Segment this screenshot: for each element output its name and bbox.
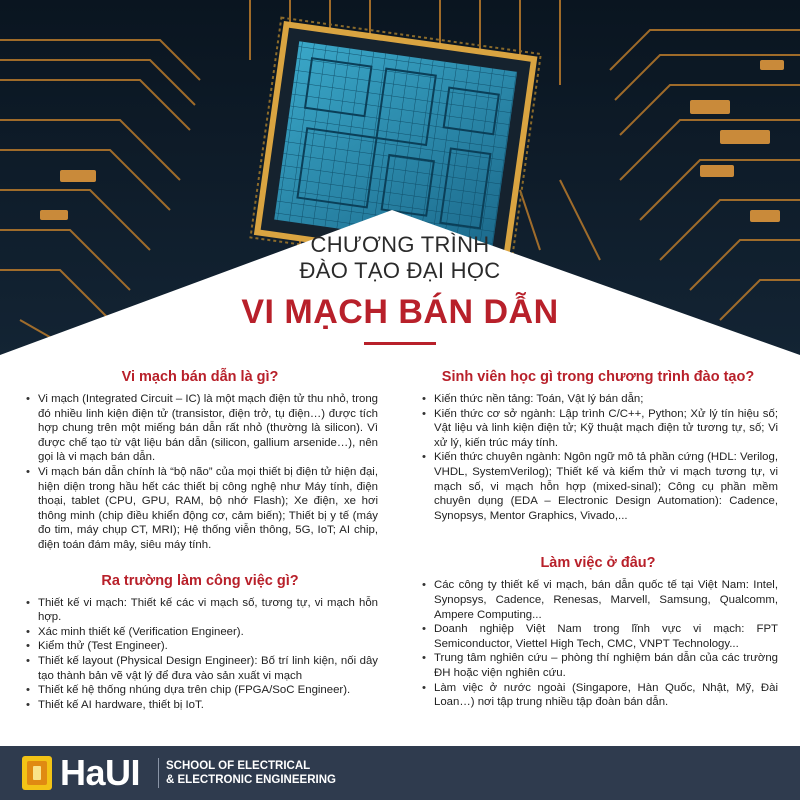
right-column <box>418 367 778 710</box>
title-line-1: CHƯƠNG TRÌNH <box>310 232 490 257</box>
list-item: • Xác minh thiết kế (Verification Engineer). <box>22 625 378 640</box>
list-item: • Các công ty thiết kế vi mạch, bán dẫn quốc tế tại Việt Nam: Intel, Synopsys, Cadence, Renesas, Marvell, Samsung, Qualcomm, Ampere Computing... <box>418 578 778 622</box>
list-item: • Thiết kế layout (Physical Design Engineer): Bố trí linh kiện, nối dây tạo thành bản vẽ vật lý để đưa vào sản xuất vi mạch <box>22 654 378 683</box>
school-name-line-2: & ELECTRONIC ENGINEERING <box>166 774 336 786</box>
university-crest-icon <box>22 756 52 790</box>
title-block <box>0 232 800 345</box>
footer-bar <box>0 746 800 800</box>
section-list-workplaces <box>418 578 778 709</box>
list-item: • Làm việc ở nước ngoài (Singapore, Hàn Quốc, Nhật, Mỹ, Đài Loan…) nơi tập trung nhiều tập đoàn bán dẫn. <box>418 681 778 710</box>
list-item: • Vi mạch bán dẫn chính là “bộ não” của mọi thiết bị điện tử hiện đại, hiện diện trong hầu hết các thiết bị công nghệ như Máy tính, điện thoại, tablet (CPU, GPU, RAM, bộ nhớ Flash); Xe điện, xe hơi thông minh (chip điều khiển động cơ, cảm biến); Thiết bị y tế (máy đo tim, máy chụp CT, MRI); Hệ thống viễn thông, 5G, IoT; AI chip, điện toán đám mây, siêu máy tính. <box>22 465 378 553</box>
list-item: • Thiết kế vi mạch: Thiết kế các vi mạch số, tương tự, vi mạch hỗn hợp. <box>22 596 378 625</box>
list-item: • Kiểm thử (Test Engineer). <box>22 639 378 654</box>
list-item: • Doanh nghiệp Việt Nam trong lĩnh vực vi mạch: FPT Semiconductor, Viettel High Tech, CMC, VNPT Technology... <box>418 622 778 651</box>
school-name <box>166 759 336 787</box>
section-list-what-is <box>22 392 378 553</box>
footer-divider <box>158 758 159 788</box>
left-column <box>22 367 378 712</box>
section-heading-what-is: Vi mạch bán dẫn là gì? <box>121 369 279 385</box>
list-item: • Kiến thức nền tảng: Toán, Vật lý bán dẫn; <box>418 392 778 407</box>
list-item: • Trung tâm nghiên cứu – phòng thí nghiệm bán dẫn của các trường ĐH hoặc viện nghiên cứu. <box>418 651 778 680</box>
title-underline <box>364 342 436 345</box>
list-item: • Thiết kế hệ thống nhúng dựa trên chip (FPGA/SoC Engineer). <box>22 683 378 698</box>
title-line-2: ĐÀO TẠO ĐẠI HỌC <box>299 258 501 283</box>
section-list-curriculum <box>418 392 778 523</box>
list-item: • Kiến thức chuyên ngành: Ngôn ngữ mô tả phần cứng (HDL: Verilog, VHDL, SystemVerilog); Thiết kế và kiểm thử vi mạch tương tự, vi mạch số, vi mạch hỗn hợp (mixed-sinal); Công cụ phần mềm chuyên dụng (EDA – Electronic Design Automation): Cadence, Synopsys, Mentor Graphics, Vivado,... <box>418 450 778 523</box>
section-heading-careers: Ra trường làm công việc gì? <box>101 572 299 589</box>
list-item: • Vi mạch (Integrated Circuit – IC) là một mạch điện tử thu nhỏ, trong đó nhiều linh kiện điện tử (transistor, điện trở, tụ điện…) được tích hợp chung trên một miếng bán dẫn rất nhỏ (thường là silicon). Vì được chế tạo từ vật liệu bán dẫn (silicon, gallium arsenide…), nên gọi là vi mạch bán dẫn. <box>22 392 378 465</box>
brand-logo-text: HaUI <box>60 752 141 793</box>
section-heading-workplaces: Làm việc ở đâu? <box>540 555 656 572</box>
section-list-careers <box>22 596 378 713</box>
list-item: • Kiến thức cơ sở ngành: Lập trình C/C++, Python; Xử lý tín hiệu số; Vật liệu và linh kiện điện tử; Kỹ thuật mạch điện tử tương tự, số; Vi xử lý, kiến trúc máy tính. <box>418 407 778 451</box>
school-name-line-1: SCHOOL OF ELECTRICAL <box>166 760 311 772</box>
page-title: VI MẠCH BÁN DẪN <box>241 293 559 331</box>
section-heading-curriculum: Sinh viên học gì trong chương trình đào tạo? <box>441 369 755 385</box>
list-item: • Thiết kế AI hardware, thiết bị IoT. <box>22 698 378 713</box>
